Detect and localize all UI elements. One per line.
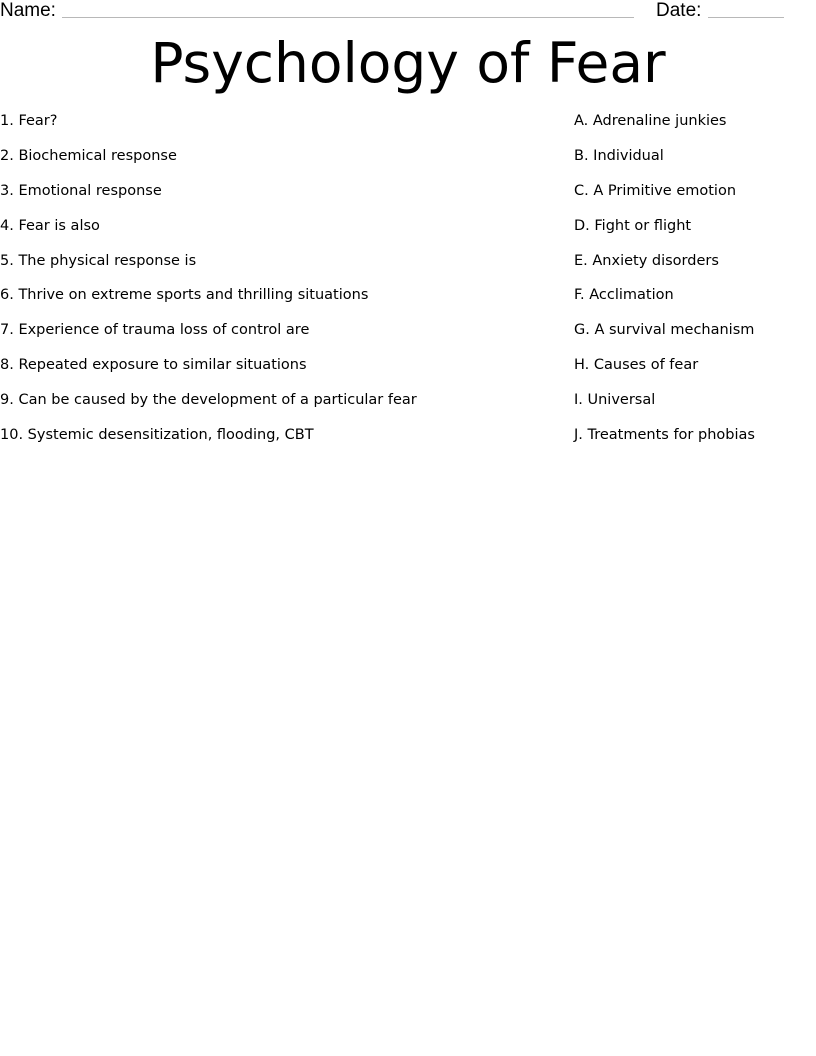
answer-item: D. Fight or flight — [574, 217, 692, 234]
answers-list — [574, 104, 814, 453]
page-title: Psychology of Fear — [150, 31, 666, 95]
answer-item: B. Individual — [574, 147, 664, 164]
answer-item: G. A survival mechanism — [574, 322, 755, 339]
question-item: 1. Fear? — [0, 113, 58, 129]
answer-item: A. Adrenaline junkies — [574, 113, 727, 129]
question-item: 3. Emotional response — [0, 182, 162, 199]
question-item: 2. Biochemical response — [0, 147, 177, 164]
name-blank-line — [62, 17, 634, 18]
question-item: 9. Can be caused by the development of a particular fear — [0, 392, 417, 409]
answer-item: H. Causes of fear — [574, 357, 699, 374]
answer-item: C. A Primitive emotion — [574, 182, 737, 199]
date-label: Date: — [656, 0, 702, 21]
question-item: 10. Systemic desensitization, flooding, CBT — [0, 427, 314, 444]
date-blank-line — [708, 17, 784, 18]
question-item: 5. The physical response is — [0, 252, 197, 269]
answer-item: E. Anxiety disorders — [574, 252, 719, 269]
answer-item: F. Acclimation — [574, 287, 674, 304]
answer-item: I. Universal — [574, 392, 656, 409]
question-item: 6. Thrive on extreme sports and thrilling situations — [0, 287, 369, 304]
question-item: 8. Repeated exposure to similar situations — [0, 357, 307, 374]
answer-item: J. Treatments for phobias — [574, 427, 755, 444]
question-item: 4. Fear is also — [0, 217, 100, 234]
name-label: Name: — [0, 0, 56, 21]
question-item: 7. Experience of trauma loss of control are — [0, 322, 310, 339]
worksheet-header — [0, 0, 816, 24]
questions-list — [0, 104, 560, 453]
